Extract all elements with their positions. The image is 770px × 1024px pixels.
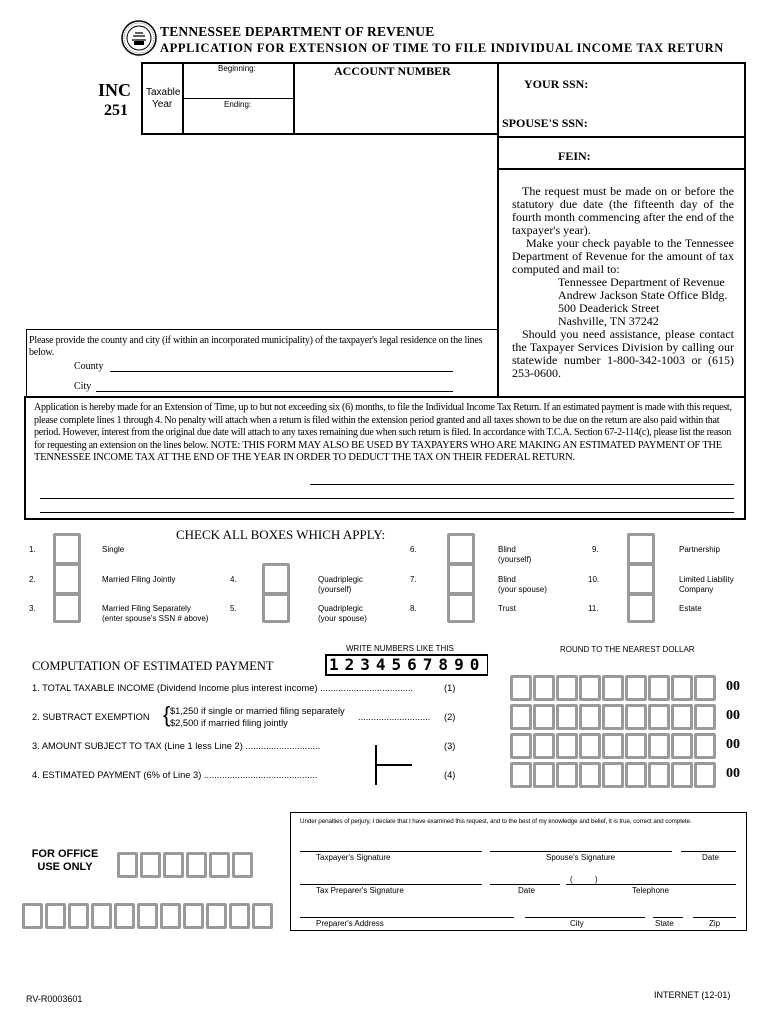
beginning-date-field[interactable]: [186, 74, 291, 96]
amount-digit-cell[interactable]: [694, 675, 716, 701]
residence-text: Please provide the county and city (if within an incorporated municipality) of the taxpayer's legal residence on the lines below.: [29, 335, 483, 358]
check-heading: CHECK ALL BOXES WHICH APPLY:: [176, 527, 386, 542]
checkbox-llc[interactable]: [627, 563, 655, 595]
checkbox-quadriplegic-self[interactable]: [262, 563, 290, 595]
application-note: NOTE: THIS FORM MAY ALSO BE USED BY TAXPAYERS WHO ARE MAKING AN ESTIMATED PAYMENT OF THE TENNESSEE INCOME TAX AT THE END OF THE YEAR IN ORDER TO DEDUCT THE TAX ON THEIR FEDERAL RETURN.: [34, 439, 722, 463]
amount-digit-cell[interactable]: [694, 733, 716, 759]
address-line-4: Nashville, TN 37242: [558, 314, 659, 328]
checkbox-label: Single: [102, 545, 125, 554]
checkbox-married-separately[interactable]: [53, 593, 81, 623]
preparer-date-label: Date: [518, 886, 535, 895]
fein-label: FEIN:: [558, 149, 591, 163]
application-paragraph: Application is hereby made for an Extension of Time, up to but not exceeding six (6) months, to file the Individual Income Tax Return. If an estimated payment is made with this request, please complete lines 1 through 4. No penalty will attach when a return is filed within the extension period granted and all taxes shown to be due on the return are also paid within that period. However, interest from the original due date will attach to any taxes remaining due when such return is filed. In accordance with T.C.A. Section 67-2-114(c), please list the reason for requesting an extension on the lines below.: [34, 402, 732, 451]
fein-box[interactable]: [497, 136, 746, 170]
reason-line-1[interactable]: [310, 484, 734, 485]
instructions-p3: Should you need assistance, please contact the Taxpayer Services Division by calling our statewide number 1-800-342-1003 or (615) 253-0600.: [512, 327, 734, 380]
office-use-label: FOR OFFICE USE ONLY: [31, 848, 99, 873]
amount-digit-cell[interactable]: [671, 704, 693, 730]
office-cell-bottom: [91, 903, 112, 929]
amount-digit-cell[interactable]: [579, 762, 601, 788]
county-label: County: [74, 361, 104, 372]
taxable-year-label-2: Year: [152, 99, 173, 110]
amount-digit-cell[interactable]: [648, 733, 670, 759]
line-4-num: (4): [444, 770, 456, 780]
address-line-2: Andrew Jackson State Office Bldg.: [558, 288, 728, 302]
taxpayer-signature-label: Taxpayer's Signature: [316, 853, 391, 862]
amount-digit-cell[interactable]: [648, 675, 670, 701]
line-2-option-2: $2,500 if married filing jointly: [170, 718, 288, 728]
preparer-date-field[interactable]: [490, 884, 560, 885]
amount-digit-cell[interactable]: [625, 762, 647, 788]
amount-digit-cell[interactable]: [602, 762, 624, 788]
checkbox-num: 11.: [588, 604, 599, 613]
checkbox-num: 10.: [588, 575, 600, 584]
state-label: State: [655, 919, 674, 928]
amount-digit-cell[interactable]: [625, 704, 647, 730]
office-cell-top: [186, 852, 207, 878]
county-field[interactable]: [110, 371, 453, 372]
amount-digit-cell[interactable]: [556, 704, 578, 730]
checkbox-sublabel: (yourself): [318, 585, 352, 594]
amount-digit-cell[interactable]: [533, 675, 555, 701]
internet-version: INTERNET (12-01): [654, 990, 731, 1000]
amount-digit-cell[interactable]: [579, 733, 601, 759]
checkbox-label: Married Filing Jointly: [102, 575, 176, 584]
amount-digit-cell[interactable]: [510, 704, 532, 730]
taxpayer-signature-field[interactable]: [300, 851, 482, 852]
checkbox-sublabel: (enter spouse's SSN # above): [102, 614, 209, 623]
office-cell-top: [140, 852, 161, 878]
signature-box: [290, 812, 747, 931]
telephone-field[interactable]: [566, 884, 736, 885]
office-cell-bottom: [160, 903, 181, 929]
telephone-label: Telephone: [632, 886, 669, 895]
checkbox-quadriplegic-spouse[interactable]: [262, 593, 290, 623]
amount-digit-cell[interactable]: [579, 675, 601, 701]
instructions-text: [512, 185, 734, 380]
write-numbers-label: WRITE NUMBERS LIKE THIS: [346, 644, 454, 653]
amount-digit-cell[interactable]: [648, 762, 670, 788]
line-3-text: 3. AMOUNT SUBJECT TO TAX (Line 1 less Line 2) .............................: [32, 741, 321, 751]
spouse-ssn-label: SPOUSE'S SSN:: [502, 116, 588, 130]
t-mark-bar: [376, 764, 412, 766]
form-subtitle: APPLICATION FOR EXTENSION OF TIME TO FILE INDIVIDUAL INCOME TAX RETURN: [160, 41, 724, 55]
checkbox-num: 5.: [230, 604, 237, 613]
amount-digit-cell[interactable]: [671, 675, 693, 701]
form-title: TENNESSEE DEPARTMENT OF REVENUE: [160, 24, 435, 39]
spouse-signature-field[interactable]: [490, 851, 672, 852]
form-code-footer: RV-R0003601: [26, 994, 83, 1004]
office-cell-top: [209, 852, 230, 878]
reason-line-3[interactable]: [40, 512, 734, 513]
checkbox-num: 6.: [410, 545, 417, 554]
checkbox-label: Married Filing Separately: [102, 604, 191, 613]
amount-digit-cell[interactable]: [510, 675, 532, 701]
amount-digit-cell[interactable]: [671, 733, 693, 759]
state-seal-icon: [121, 20, 157, 56]
phone-paren: ( ): [570, 875, 598, 884]
office-cell-bottom: [68, 903, 89, 929]
address-line-3: 500 Deaderick Street: [558, 301, 660, 315]
checkbox-num: 8.: [410, 604, 417, 613]
cents-label: 00: [726, 679, 740, 694]
office-cell-bottom: [206, 903, 227, 929]
amount-digit-cell[interactable]: [556, 675, 578, 701]
checkbox-label: Limited Liability: [679, 575, 734, 584]
office-cell-bottom: [45, 903, 66, 929]
office-cell-top: [163, 852, 184, 878]
amount-digit-cell[interactable]: [533, 762, 555, 788]
amount-digit-cell[interactable]: [556, 762, 578, 788]
checkbox-num: 2.: [29, 575, 36, 584]
amount-digit-cell[interactable]: [510, 762, 532, 788]
line-2-option-1: $1,250 if single or married filing separately: [170, 706, 345, 716]
city-label-sig: City: [570, 919, 584, 928]
amount-digit-cell[interactable]: [533, 704, 555, 730]
line-1-text: 1. TOTAL TAXABLE INCOME (Dividend Income plus interest income) ....................................: [32, 683, 414, 693]
checkbox-sublabel: (your spouse): [498, 585, 547, 594]
form-number: 251: [104, 102, 128, 119]
office-cell-bottom: [252, 903, 273, 929]
ending-date-field[interactable]: [186, 110, 291, 132]
preparer-zip-field[interactable]: [693, 917, 736, 918]
checkbox-blind-self[interactable]: [447, 533, 475, 565]
office-cell-bottom: [183, 903, 204, 929]
checkbox-married-jointly[interactable]: [53, 563, 81, 595]
cents-label: 00: [726, 737, 740, 752]
amount-digit-cell[interactable]: [602, 704, 624, 730]
city-label: City: [74, 381, 92, 392]
office-cell-bottom: [137, 903, 158, 929]
checkbox-label: Quadriplegic: [318, 575, 363, 584]
city-field[interactable]: [96, 391, 453, 392]
checkbox-sublabel: (your spouse): [318, 614, 367, 623]
instructions-p1: The request must be made on or before the statutory due date (the fifteenth day of the fourth month commencing after the end of the taxpayer's year).: [512, 184, 734, 237]
address-line-1: Tennessee Department of Revenue: [558, 275, 725, 289]
instructions-p2: Make your check payable to the Tennessee Department of Revenue for the amount of tax computed and mail to:: [512, 236, 734, 276]
line-3-num: (3): [444, 741, 456, 751]
computation-heading: COMPUTATION OF ESTIMATED PAYMENT: [32, 659, 274, 673]
checkbox-label: Blind: [498, 545, 516, 554]
amount-digit-cell[interactable]: [579, 704, 601, 730]
amount-digit-cell[interactable]: [648, 704, 670, 730]
preparer-signature-field[interactable]: [300, 884, 482, 885]
checkbox-label: Partnership: [679, 545, 720, 554]
office-cell-bottom: [22, 903, 43, 929]
office-cell-top: [232, 852, 253, 878]
line-1-num: (1): [444, 683, 456, 693]
preparer-signature-label: Tax Preparer's Signature: [316, 886, 404, 895]
taxable-year-label: Taxable: [146, 87, 181, 98]
date-label: Date: [702, 853, 719, 862]
checkbox-sublabel: Company: [679, 585, 714, 594]
checkbox-blind-spouse[interactable]: [447, 563, 475, 595]
perjury-statement: Under penalties of perjury, I declare that I have examined this request, and to the best of my knowledge and belief, it is true, correct and complete.: [300, 818, 692, 825]
amount-digit-cell[interactable]: [602, 675, 624, 701]
amount-digit-cell[interactable]: [533, 733, 555, 759]
office-cell-bottom: [114, 903, 135, 929]
beginning-label: Beginning:: [218, 64, 256, 73]
form-code: INC: [98, 80, 132, 100]
line-2-num: (2): [444, 712, 456, 722]
amount-digit-cell[interactable]: [602, 733, 624, 759]
checkbox-num: 3.: [29, 604, 36, 613]
checkbox-label: Estate: [679, 604, 702, 613]
office-cell-top: [117, 852, 138, 878]
amount-digit-cell[interactable]: [671, 762, 693, 788]
line-4-text: 4. ESTIMATED PAYMENT (6% of Line 3) ............................................: [32, 770, 318, 780]
reason-line-2[interactable]: [40, 498, 734, 499]
sample-digits: [325, 654, 488, 676]
ending-label: Ending:: [224, 100, 252, 109]
amount-digit-cell[interactable]: [625, 733, 647, 759]
preparer-city-field[interactable]: [525, 917, 645, 918]
checkbox-trust[interactable]: [447, 593, 475, 623]
checkbox-label: Quadriplegic: [318, 604, 363, 613]
ssn-label: YOUR SSN:: [524, 77, 589, 91]
checkbox-num: 7.: [410, 575, 417, 584]
amount-digit-cell[interactable]: [556, 733, 578, 759]
preparer-address-label: Preparer's Address: [316, 919, 384, 928]
amount-digit-cell[interactable]: [694, 704, 716, 730]
brace: {: [163, 702, 171, 727]
cents-label: 00: [726, 766, 740, 781]
account-number-label: ACCOUNT NUMBER: [334, 64, 451, 78]
checkbox-label: Trust: [498, 604, 516, 613]
application-text: [34, 402, 740, 465]
preparer-state-field[interactable]: [653, 917, 683, 918]
amount-digit-cell[interactable]: [510, 733, 532, 759]
checkbox-num: 1.: [29, 545, 36, 554]
checkbox-num: 4.: [230, 575, 237, 584]
amount-digit-cell[interactable]: [625, 675, 647, 701]
line-2-dots: ............................: [358, 712, 431, 722]
checkbox-sublabel: (yourself): [498, 555, 532, 564]
checkbox-label: Blind: [498, 575, 516, 584]
amount-digit-cell[interactable]: [694, 762, 716, 788]
round-label: ROUND TO THE NEAREST DOLLAR: [560, 645, 695, 654]
preparer-address-field[interactable]: [300, 917, 514, 918]
spouse-signature-label: Spouse's Signature: [546, 853, 616, 862]
line-2-text: 2. SUBTRACT EXEMPTION: [32, 712, 150, 722]
office-cell-bottom: [229, 903, 250, 929]
sample-digits-text: 1234567890: [329, 655, 486, 674]
zip-label: Zip: [709, 919, 721, 928]
date-field[interactable]: [681, 851, 736, 852]
checkbox-num: 9.: [592, 545, 599, 554]
cents-label: 00: [726, 708, 740, 723]
checkbox-partnership[interactable]: [627, 533, 655, 565]
checkbox-single[interactable]: [53, 533, 81, 565]
checkbox-estate[interactable]: [627, 593, 655, 623]
